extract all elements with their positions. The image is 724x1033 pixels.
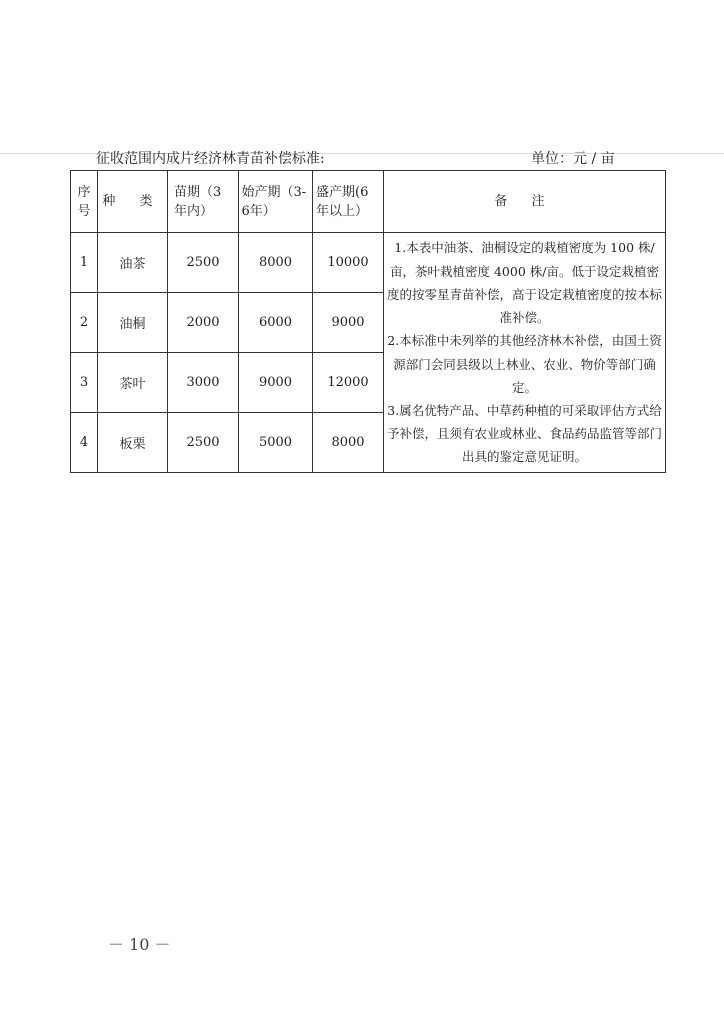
cell-initial: 8000 (239, 233, 313, 293)
header-initial-label: 始产期（3-6年） (241, 184, 307, 219)
cell-peak: 9000 (313, 293, 384, 353)
cell-peak: 8000 (313, 413, 384, 473)
note-1: 1.本表中油茶、油桐设定的栽植密度为 100 株/亩，茶叶栽植密度 4000 株/亩。低于设定栽植密度的按零星青苗补偿，高于设定栽植密度的按本标准补偿。 (386, 240, 662, 326)
header-initial (239, 171, 313, 233)
cell-seq: 2 (71, 293, 98, 353)
cell-seedling: 3000 (168, 353, 239, 413)
cell-type: 茶叶 (98, 353, 168, 413)
note-3: 3.属名优特产品、中草药种植的可采取评估方式给予补偿，且须有农业或林业、食品药品监管等部门出具的鉴定意见证明。 (386, 402, 662, 465)
header-notes-label: 备 注 (494, 194, 555, 209)
cell-initial: 9000 (239, 353, 313, 413)
header-peak-label: 盛产期(6年以上） (316, 184, 369, 219)
cell-type: 油茶 (98, 233, 168, 293)
header-peak (313, 171, 384, 233)
cell-type: 板栗 (98, 413, 168, 473)
cell-seedling: 2500 (168, 413, 239, 473)
cell-peak: 10000 (313, 233, 384, 293)
page-number: － 10 － (108, 935, 171, 954)
table-title: 征收范围内成片经济林青苗补偿标准: (96, 151, 325, 167)
cell-seq: 1 (71, 233, 98, 293)
cell-initial: 5000 (239, 413, 313, 473)
table-row (71, 233, 666, 293)
note-2: 2.本标准中未列举的其他经济林木补偿，由国土资源部门会同县级以上林业、农业、物价等部门确定。 (387, 333, 662, 395)
cell-peak: 12000 (313, 353, 384, 413)
header-seq-label: 序号 (77, 184, 91, 219)
header-type (98, 171, 168, 233)
header-seedling (168, 171, 239, 233)
cell-seedling: 2500 (168, 233, 239, 293)
cell-seedling: 2000 (168, 293, 239, 353)
cell-seq: 4 (71, 413, 98, 473)
header-type-label: 种 类 (102, 194, 163, 209)
header-seq (71, 171, 98, 233)
compensation-table (70, 170, 666, 473)
cell-initial: 6000 (239, 293, 313, 353)
notes-cell (384, 233, 666, 473)
cell-seq: 3 (71, 353, 98, 413)
cell-type: 油桐 (98, 293, 168, 353)
header-seedling-label: 苗期（3年内） (174, 184, 222, 219)
table-header-row (71, 171, 666, 233)
unit-label: 单位：元 / 亩 (531, 151, 615, 167)
header-notes (384, 171, 666, 233)
